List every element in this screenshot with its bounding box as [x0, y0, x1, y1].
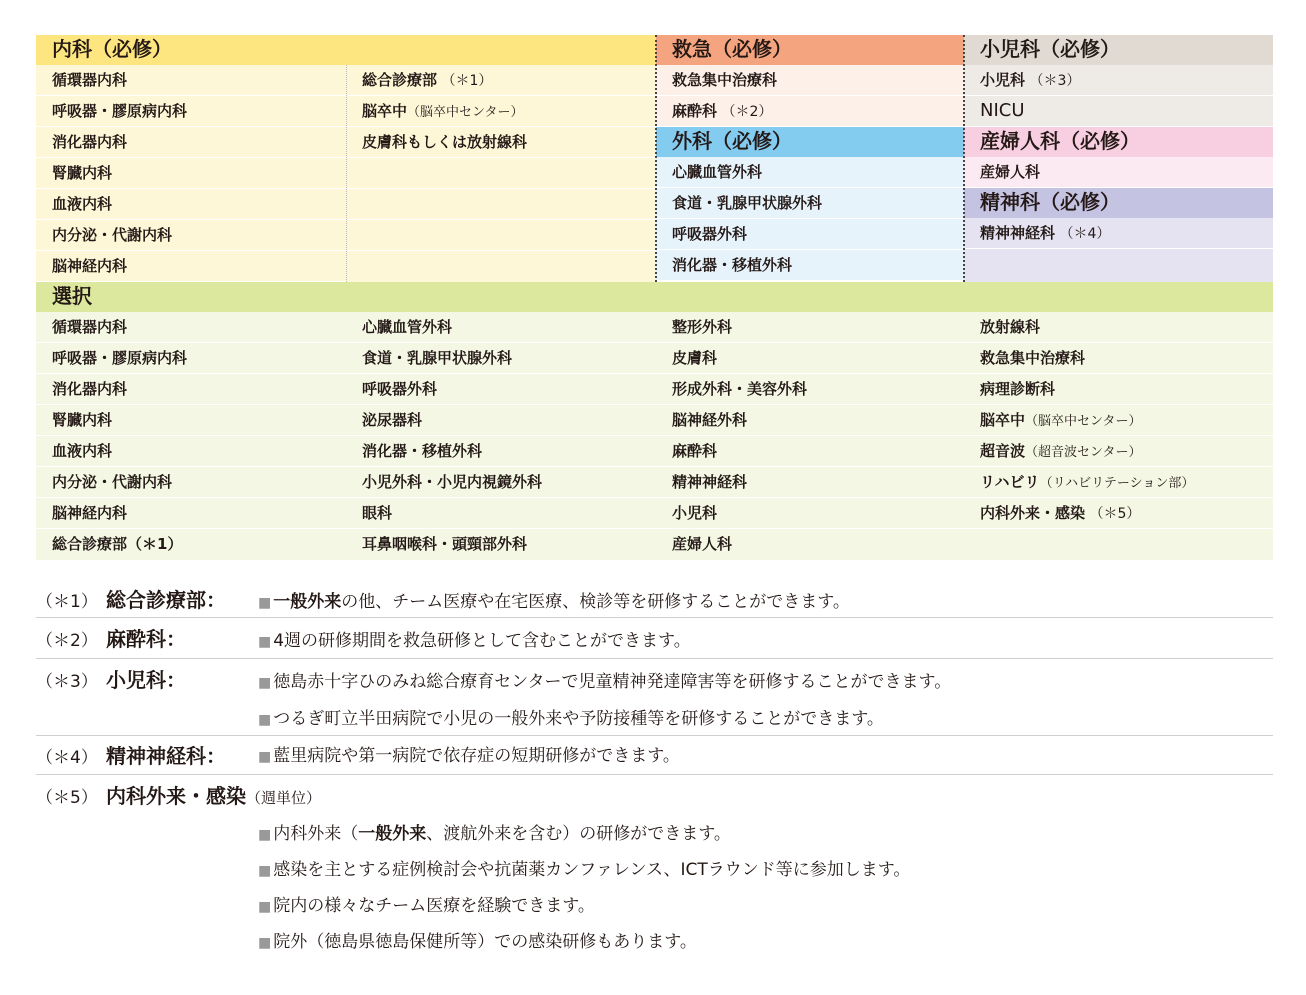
bullet-icon: ■	[258, 935, 272, 951]
footnote-title: 総合診療部：	[106, 588, 226, 612]
footnote-title: 精神神経科：	[106, 744, 226, 768]
footnote-body: 院外（徳島県徳島保健所等）での感染研修もあります。	[273, 932, 697, 952]
footnote-bold-text: 一般外来	[273, 592, 342, 612]
sentaku-item	[964, 436, 1273, 467]
footnote-text	[258, 927, 697, 952]
bullet-icon: ■	[258, 749, 272, 765]
footnote-4	[36, 739, 1273, 773]
cell-footnote-ref: （＊1）	[437, 73, 493, 89]
divider	[36, 774, 1273, 775]
footnote-title: 麻酔科：	[106, 627, 186, 651]
sentaku-item: 呼吸器外科	[362, 380, 438, 398]
naika-item: 血液内科	[36, 189, 346, 220]
sentaku-item: 呼吸器・膠原病内科	[52, 349, 188, 367]
cell-label: 脳卒中	[362, 102, 408, 120]
shoni-item	[964, 65, 1273, 96]
sentaku-item: 皮膚科	[672, 349, 718, 367]
footnote-body: 、渡航外来を含む）の研修ができます。	[426, 824, 731, 844]
cell-footnote-ref: （＊3）	[1025, 73, 1081, 89]
naika-item	[346, 65, 656, 96]
footnote-body: の他、チーム医療や在宅医療、検診等を研修することができます。	[341, 592, 850, 612]
kyukyu-item	[656, 65, 964, 96]
footnote-mark: （＊3）	[36, 672, 98, 692]
naika-item: 腎臓内科	[36, 158, 346, 189]
sentaku-item: 循環器内科	[52, 318, 128, 336]
cell-footnote-ref: （＊4）	[1055, 226, 1111, 242]
bullet-icon: ■	[258, 863, 272, 879]
sentaku-item	[964, 467, 1273, 498]
cell-label: 脳卒中	[980, 411, 1026, 429]
cell-label: 救急集中治療科	[980, 349, 1086, 367]
naika-item	[346, 127, 656, 158]
cell-label: 総合診療部	[362, 71, 438, 89]
cell-label: リハビリ	[980, 473, 1040, 491]
footnote-title-paren: （週単位）	[246, 789, 322, 807]
geka-item: 呼吸器外科	[656, 219, 964, 250]
cell-label: 麻酔科	[672, 102, 718, 120]
bullet-icon: ■	[258, 595, 272, 611]
sentaku-item: 心臓血管外科	[362, 318, 453, 336]
cell-label: 放射線科	[980, 318, 1041, 336]
column-divider	[346, 65, 347, 282]
bullet-icon: ■	[258, 827, 272, 843]
sanfu-header: 産婦人科（必修）	[964, 127, 1273, 157]
kyukyu-item	[656, 96, 964, 127]
block-divider	[655, 35, 657, 282]
sentaku-item	[964, 343, 1273, 374]
sentaku-item	[964, 405, 1273, 436]
cell-label: 内科外来・感染	[980, 504, 1086, 522]
naika-item: 内分泌・代謝内科	[36, 220, 346, 251]
cell-label: 小児科	[980, 71, 1026, 89]
sentaku-item: 食道・乳腺甲状腺外科	[362, 349, 513, 367]
cell-label: 病理診断科	[980, 380, 1056, 398]
sentaku-item: 泌尿器科	[362, 411, 423, 429]
footnote-2	[36, 622, 1273, 656]
footnote-1	[36, 583, 1273, 615]
cell-sublabel: （リハビリテーション部）	[1039, 476, 1195, 491]
cell-sublabel: （超音波センター）	[1025, 445, 1142, 460]
bullet-icon: ■	[258, 675, 272, 691]
sentaku-item: 耳鼻咽喉科・頭頸部外科	[362, 535, 528, 553]
seishin-item	[964, 218, 1273, 249]
divider	[36, 617, 1273, 618]
naika-item: 脳神経内科	[36, 251, 346, 282]
sentaku-item: 精神神経科	[672, 473, 748, 491]
sentaku-item: 産婦人科	[672, 535, 733, 553]
sentaku-item: 眼科	[362, 504, 393, 522]
sentaku-item: 血液内科	[52, 442, 113, 460]
seishin-empty	[964, 249, 1273, 282]
kyukyu-header: 救急（必修）	[656, 35, 964, 65]
footnote-body: 藍里病院や第一病院で依存症の短期研修ができます。	[273, 746, 680, 766]
footnote-text	[258, 741, 680, 766]
cell-sublabel: （脳卒中センター）	[1025, 414, 1142, 429]
sentaku-item: 小児科	[672, 504, 718, 522]
footnote-mark: （＊1）	[36, 592, 98, 612]
footnote-body: 感染を主とする症例検討会や抗菌薬カンファレンス、ICTラウンド等に参加します。	[273, 860, 911, 880]
footnote-mark: （＊2）	[36, 631, 98, 651]
sentaku-item	[964, 374, 1273, 405]
naika-item: 消化器内科	[36, 127, 346, 158]
footnote-text	[258, 587, 850, 612]
sentaku-header: 選択	[36, 282, 1273, 312]
naika-item: 呼吸器・膠原病内科	[36, 96, 346, 127]
sentaku-item: 小児外科・小児内視鏡外科	[362, 473, 543, 491]
cell-footnote-ref: （＊2）	[717, 104, 773, 120]
footnote-text	[258, 667, 951, 692]
sentaku-item: 消化器内科	[52, 380, 128, 398]
cell-footnote-ref: （＊5）	[1085, 506, 1141, 522]
footnote-text	[258, 626, 691, 651]
cell-label: 皮膚科もしくは放射線科	[362, 133, 528, 151]
cell-label: 精神神経科	[980, 224, 1056, 242]
shoni-header: 小児科（必修）	[964, 35, 1273, 65]
footnote-text	[258, 819, 731, 844]
footnote-title: 小児科：	[106, 668, 186, 692]
geka-header: 外科（必修）	[656, 127, 964, 157]
footnote-3	[36, 663, 1273, 735]
sentaku-item	[964, 312, 1273, 343]
divider	[36, 735, 1273, 736]
footnote-text	[258, 704, 884, 729]
geka-item: 心臓血管外科	[656, 157, 964, 188]
footnote-body: つるぎ町立半田病院で小児の一般外来や予防接種等を研修することができます。	[273, 709, 884, 729]
footnote-5	[36, 779, 1273, 959]
bullet-icon: ■	[258, 634, 272, 650]
footnote-title-text: 内科外来・感染	[106, 784, 246, 808]
cell-label: 救急集中治療科	[672, 71, 778, 89]
footnote-title	[106, 780, 321, 809]
divider	[36, 658, 1273, 659]
cell-label: 超音波	[980, 442, 1026, 460]
footnote-text	[258, 855, 910, 880]
sentaku-item: 消化器・移植外科	[362, 442, 483, 460]
cell-label: NICU	[980, 100, 1025, 121]
sentaku-item: 内分泌・代謝内科	[52, 473, 173, 491]
sentaku-item: 腎臓内科	[52, 411, 113, 429]
footnote-mark: （＊4）	[36, 748, 98, 768]
footnote-body: 院内の様々なチーム医療を経験できます。	[273, 896, 595, 916]
sentaku-item: 脳神経内科	[52, 504, 128, 522]
block-divider	[963, 35, 965, 282]
sanfu-item: 産婦人科	[964, 157, 1273, 188]
sentaku-item: 脳神経外科	[672, 411, 748, 429]
sentaku-item: 総合診療部（＊1）	[52, 535, 183, 553]
naika-item	[346, 96, 656, 127]
geka-item: 食道・乳腺甲状腺外科	[656, 188, 964, 219]
footnote-mark: （＊5）	[36, 788, 98, 808]
footnote-bold-text: 一般外来	[358, 824, 427, 844]
shoni-item	[964, 96, 1273, 127]
footnote-body: 内科外来（	[273, 824, 359, 844]
bullet-icon: ■	[258, 899, 272, 915]
geka-item: 消化器・移植外科	[656, 250, 964, 281]
sentaku-item: 整形外科	[672, 318, 733, 336]
seishin-header: 精神科（必修）	[964, 188, 1273, 218]
naika-item: 循環器内科	[36, 65, 346, 96]
footnote-text	[258, 891, 595, 916]
cell-sublabel: （脳卒中センター）	[407, 105, 524, 120]
sentaku-item	[964, 498, 1273, 529]
sentaku-item: 麻酔科	[672, 442, 718, 460]
bullet-icon: ■	[258, 712, 272, 728]
footnote-body: 徳島赤十字ひのみね総合療育センターで児童精神発達障害等を研修することができます。	[273, 672, 952, 692]
footnote-body: 4週の研修期間を救急研修として含むことができます。	[273, 631, 691, 651]
naika-header: 内科（必修）	[36, 35, 656, 65]
sentaku-item: 形成外科・美容外科	[672, 380, 808, 398]
